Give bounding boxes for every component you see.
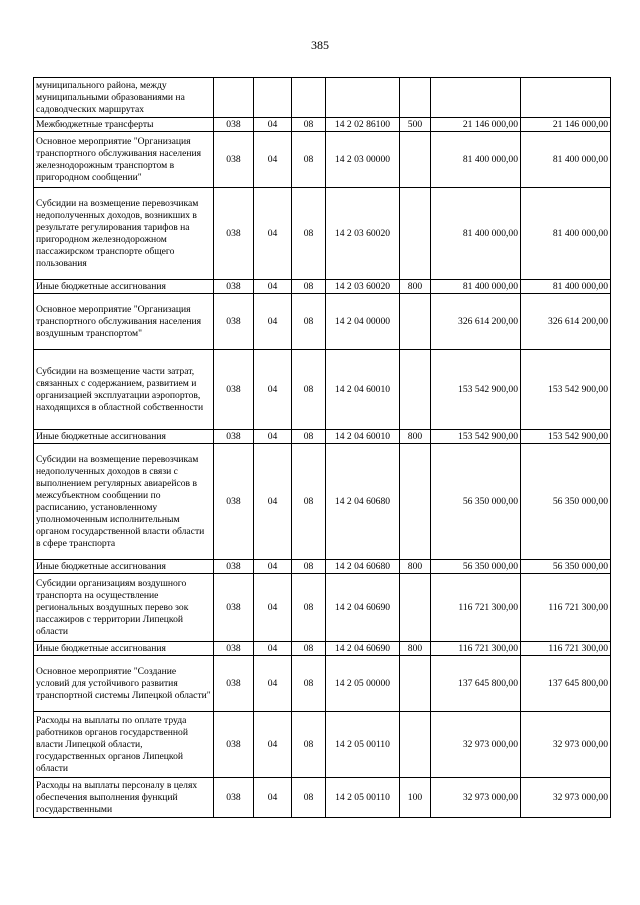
cell-amount <box>431 78 521 118</box>
cell-name: Расходы на выплаты по оплате труда работников органов государственной власти Липецкой области, государственных органов Липецкой области <box>34 712 214 778</box>
cell-target-article: 14 2 04 60010 <box>326 350 400 430</box>
cell-expense-type: 800 <box>400 642 431 656</box>
cell-amount: 56 350 000,00 <box>431 560 521 574</box>
cell-section: 04 <box>254 280 292 294</box>
cell-section: 04 <box>254 444 292 560</box>
cell-subsection: 08 <box>292 642 326 656</box>
cell-amount: 56 350 000,00 <box>431 444 521 560</box>
cell-expense-type: 800 <box>400 280 431 294</box>
cell-amount: 21 146 000,00 <box>431 118 521 132</box>
cell-section: 04 <box>254 778 292 818</box>
table-row <box>34 656 611 712</box>
table-row <box>34 574 611 642</box>
cell-ministry: 038 <box>214 118 254 132</box>
cell-subsection: 08 <box>292 574 326 642</box>
table-row <box>34 712 611 778</box>
cell-ministry: 038 <box>214 280 254 294</box>
cell-amount-2: 81 400 000,00 <box>521 280 611 294</box>
cell-amount-2: 137 645 800,00 <box>521 656 611 712</box>
table-row <box>34 294 611 350</box>
cell-amount: 81 400 000,00 <box>431 132 521 188</box>
table-row <box>34 188 611 280</box>
cell-expense-type: 100 <box>400 778 431 818</box>
cell-expense-type <box>400 132 431 188</box>
cell-ministry: 038 <box>214 430 254 444</box>
cell-name: Основное мероприятие "Организация транспортного обслуживания населения воздушным транспортом" <box>34 294 214 350</box>
cell-section: 04 <box>254 560 292 574</box>
cell-section: 04 <box>254 712 292 778</box>
cell-amount-2: 32 973 000,00 <box>521 778 611 818</box>
cell-expense-type: 800 <box>400 430 431 444</box>
cell-target-article: 14 2 05 00110 <box>326 712 400 778</box>
page-number: 385 <box>311 38 329 52</box>
cell-name: Иные бюджетные ассигнования <box>34 560 214 574</box>
table-row <box>34 350 611 430</box>
cell-target-article: 14 2 04 60690 <box>326 642 400 656</box>
cell-subsection: 08 <box>292 350 326 430</box>
cell-subsection: 08 <box>292 560 326 574</box>
cell-expense-type <box>400 78 431 118</box>
cell-name: Расходы на выплаты персоналу в целях обеспечения выполнения функций государственными <box>34 778 214 818</box>
cell-target-article: 14 2 04 60010 <box>326 430 400 444</box>
budget-table <box>33 77 611 818</box>
table-row <box>34 642 611 656</box>
cell-amount: 32 973 000,00 <box>431 778 521 818</box>
cell-target-article: 14 2 04 60680 <box>326 444 400 560</box>
cell-expense-type: 500 <box>400 118 431 132</box>
cell-subsection: 08 <box>292 118 326 132</box>
cell-name: Субсидии на возмещение части затрат, связанных с содержанием, развитием и организацией эксплуатации аэропортов, находящихся в областной собственности <box>34 350 214 430</box>
cell-ministry <box>214 78 254 118</box>
cell-subsection: 08 <box>292 778 326 818</box>
table-row <box>34 444 611 560</box>
table-row <box>34 560 611 574</box>
cell-expense-type <box>400 712 431 778</box>
cell-ministry: 038 <box>214 132 254 188</box>
cell-name: Иные бюджетные ассигнования <box>34 642 214 656</box>
cell-target-article: 14 2 05 00110 <box>326 778 400 818</box>
cell-ministry: 038 <box>214 444 254 560</box>
cell-name: Межбюджетные трансферты <box>34 118 214 132</box>
cell-name: Субсидии на возмещение перевозчикам недополученных доходов в связи с выполнением регулярных авиарейсов в межсубъектном сообщении по расписанию, установленному уполномоченным исполнительным органом государственной власти области в сфере транспорта <box>34 444 214 560</box>
cell-expense-type <box>400 574 431 642</box>
cell-amount-2: 81 400 000,00 <box>521 132 611 188</box>
table-row <box>34 118 611 132</box>
cell-amount-2: 56 350 000,00 <box>521 560 611 574</box>
cell-amount: 137 645 800,00 <box>431 656 521 712</box>
cell-expense-type <box>400 294 431 350</box>
cell-amount-2: 32 973 000,00 <box>521 712 611 778</box>
cell-expense-type <box>400 188 431 280</box>
cell-expense-type <box>400 656 431 712</box>
cell-ministry: 038 <box>214 712 254 778</box>
cell-name: муниципального района, между муниципальными образованиями на садоводческих маршрутах <box>34 78 214 118</box>
cell-section: 04 <box>254 118 292 132</box>
cell-ministry: 038 <box>214 560 254 574</box>
cell-amount-2: 116 721 300,00 <box>521 642 611 656</box>
cell-section: 04 <box>254 574 292 642</box>
cell-section <box>254 78 292 118</box>
cell-section: 04 <box>254 132 292 188</box>
cell-section: 04 <box>254 294 292 350</box>
cell-section: 04 <box>254 188 292 280</box>
cell-subsection: 08 <box>292 132 326 188</box>
cell-target-article: 14 2 03 00000 <box>326 132 400 188</box>
cell-subsection: 08 <box>292 712 326 778</box>
cell-target-article: 14 2 04 60690 <box>326 574 400 642</box>
cell-name: Субсидии организациям воздушного транспорта на осуществление региональных воздушных перево зок пассажиров с территории Липецкой области <box>34 574 214 642</box>
cell-name: Иные бюджетные ассигнования <box>34 430 214 444</box>
cell-amount: 326 614 200,00 <box>431 294 521 350</box>
cell-amount-2: 153 542 900,00 <box>521 350 611 430</box>
table-row <box>34 78 611 118</box>
table-row <box>34 778 611 818</box>
cell-name: Субсидии на возмещение перевозчикам недополученных доходов, возникших в результате регулирования тарифов на пригородном железнодорожном пассажирском транспорте общего пользования <box>34 188 214 280</box>
cell-expense-type <box>400 444 431 560</box>
cell-ministry: 038 <box>214 656 254 712</box>
cell-section: 04 <box>254 350 292 430</box>
table-row <box>34 430 611 444</box>
cell-amount: 116 721 300,00 <box>431 574 521 642</box>
cell-amount-2: 56 350 000,00 <box>521 444 611 560</box>
cell-amount: 116 721 300,00 <box>431 642 521 656</box>
cell-expense-type <box>400 350 431 430</box>
cell-amount: 81 400 000,00 <box>431 188 521 280</box>
cell-target-article: 14 2 03 60020 <box>326 280 400 294</box>
cell-target-article: 14 2 02 86100 <box>326 118 400 132</box>
cell-target-article: 14 2 03 60020 <box>326 188 400 280</box>
cell-subsection: 08 <box>292 444 326 560</box>
cell-section: 04 <box>254 430 292 444</box>
cell-amount: 81 400 000,00 <box>431 280 521 294</box>
cell-amount-2: 116 721 300,00 <box>521 574 611 642</box>
cell-subsection: 08 <box>292 656 326 712</box>
cell-amount: 153 542 900,00 <box>431 430 521 444</box>
cell-name: Основное мероприятие "Создание условий для устойчивого развития транспортной системы Липецкой области" <box>34 656 214 712</box>
cell-ministry: 038 <box>214 188 254 280</box>
cell-target-article: 14 2 04 60680 <box>326 560 400 574</box>
cell-amount-2: 153 542 900,00 <box>521 430 611 444</box>
cell-ministry: 038 <box>214 642 254 656</box>
cell-section: 04 <box>254 656 292 712</box>
cell-subsection <box>292 78 326 118</box>
cell-amount: 153 542 900,00 <box>431 350 521 430</box>
cell-amount-2: 326 614 200,00 <box>521 294 611 350</box>
cell-target-article <box>326 78 400 118</box>
cell-subsection: 08 <box>292 294 326 350</box>
cell-subsection: 08 <box>292 280 326 294</box>
cell-subsection: 08 <box>292 430 326 444</box>
table-row <box>34 280 611 294</box>
cell-subsection: 08 <box>292 188 326 280</box>
cell-target-article: 14 2 04 00000 <box>326 294 400 350</box>
cell-amount-2: 81 400 000,00 <box>521 188 611 280</box>
cell-amount-2 <box>521 78 611 118</box>
cell-amount-2: 21 146 000,00 <box>521 118 611 132</box>
cell-ministry: 038 <box>214 574 254 642</box>
cell-section: 04 <box>254 642 292 656</box>
cell-target-article: 14 2 05 00000 <box>326 656 400 712</box>
cell-ministry: 038 <box>214 350 254 430</box>
cell-ministry: 038 <box>214 778 254 818</box>
cell-amount: 32 973 000,00 <box>431 712 521 778</box>
table-row <box>34 132 611 188</box>
cell-expense-type: 800 <box>400 560 431 574</box>
cell-ministry: 038 <box>214 294 254 350</box>
cell-name: Иные бюджетные ассигнования <box>34 280 214 294</box>
cell-name: Основное мероприятие "Организация транспортного обслуживания населения железнодорожным транспортом в пригородном сообщении" <box>34 132 214 188</box>
